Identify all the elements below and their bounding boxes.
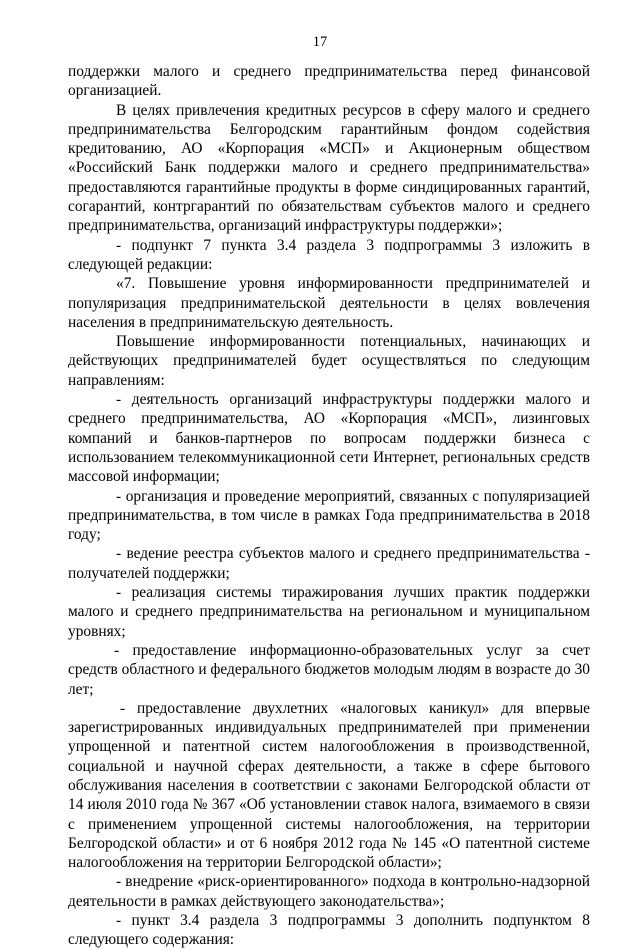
list-item-education-services: - предоставление информационно-образовательных услуг за счет средств областного и федерального бюджетов молодым людям в возрасте до 30 лет; <box>68 641 590 698</box>
paragraph-credit-resources: В целях привлечения кредитных ресурсов в сферу малого и среднего предпринимательства Белгородским гарантийным фондом содействия кредитованию, АО «Корпорация «МСП» и Акционерным обществом «Российский Банк поддержки малого и среднего предпринимательства» предоставляются гарантийные продукты в форме синдицированных гарантий, согарантий, контргарантий по обязательствам субъектов малого и среднего предпринимательства, организаций инфраструктуры поддержки»; <box>68 101 590 235</box>
paragraph-subpoint-7-amendment: - подпункт 7 пункта 3.4 раздела 3 подпрограммы 3 изложить в следующей редакции: <box>68 236 590 273</box>
paragraph-directions-intro: Повышение информированности потенциальных, начинающих и действующих предпринимателей будет осуществляться по следующим направлениям: <box>68 333 590 389</box>
paragraph-item-7-heading: «7. Повышение уровня информированности предпринимателей и популяризация предпринимательской деятельности в целях вовлечения населения в предпринимательскую деятельность. <box>68 275 590 331</box>
list-item-events: - организация и проведение мероприятий, связанных с популяризацией предпринимательства, в том числе в рамках Года предпринимательства в 2018 году; <box>68 487 590 544</box>
page-number: 17 <box>312 34 328 50</box>
list-item-best-practices: - реализация системы тиражирования лучших практик поддержки малого и среднего предпринимательства на региональном и муниципальном уровнях; <box>68 584 590 640</box>
paragraph-continuation: поддержки малого и среднего предпринимательства перед финансовой организацией. <box>68 63 590 100</box>
list-item-infrastructure: - деятельность организаций инфраструктуры поддержки малого и среднего предпринимательства, АО «Корпорация «МСП», лизинговых компаний и банков-партнеров по вопросам поддержки бизнеса с использованием телекоммуникационной сети Интернет, региональных средств массовой информации; <box>68 391 590 486</box>
document-body <box>68 62 590 950</box>
list-item-tax-holidays: - предоставление двухлетних «налоговых каникул» для впервые зарегистрированных индивидуальных предпринимателей при применении упрощенной и патентной систем налогообложения в производственной, социальной и научной сферах деятельности, а также в сфере бытового обслуживания населения в соответствии с законами Белгородской области от 14 июля 2010 года № 367 «Об установлении ставок налога, взимаемого в связи с применением упрощенной системы налогообложения, на территории Белгородской области» и от 6 ноября 2012 года № 145 «О патентной системе налогообложения на территории Белгородской области»; <box>68 699 590 872</box>
list-item-risk-approach: - внедрение «риск-ориентированного» подхода в контрольно-надзорной деятельности в рамках действующего законодательства»; <box>68 873 590 910</box>
paragraph-subpoint-8-addition: - пункт 3.4 раздела 3 подпрограммы 3 дополнить подпунктом 8 следующего содержания: <box>68 912 590 949</box>
list-item-registry: - ведение реестра субъектов малого и среднего предпринимательства - получателей поддержки; <box>68 545 590 582</box>
